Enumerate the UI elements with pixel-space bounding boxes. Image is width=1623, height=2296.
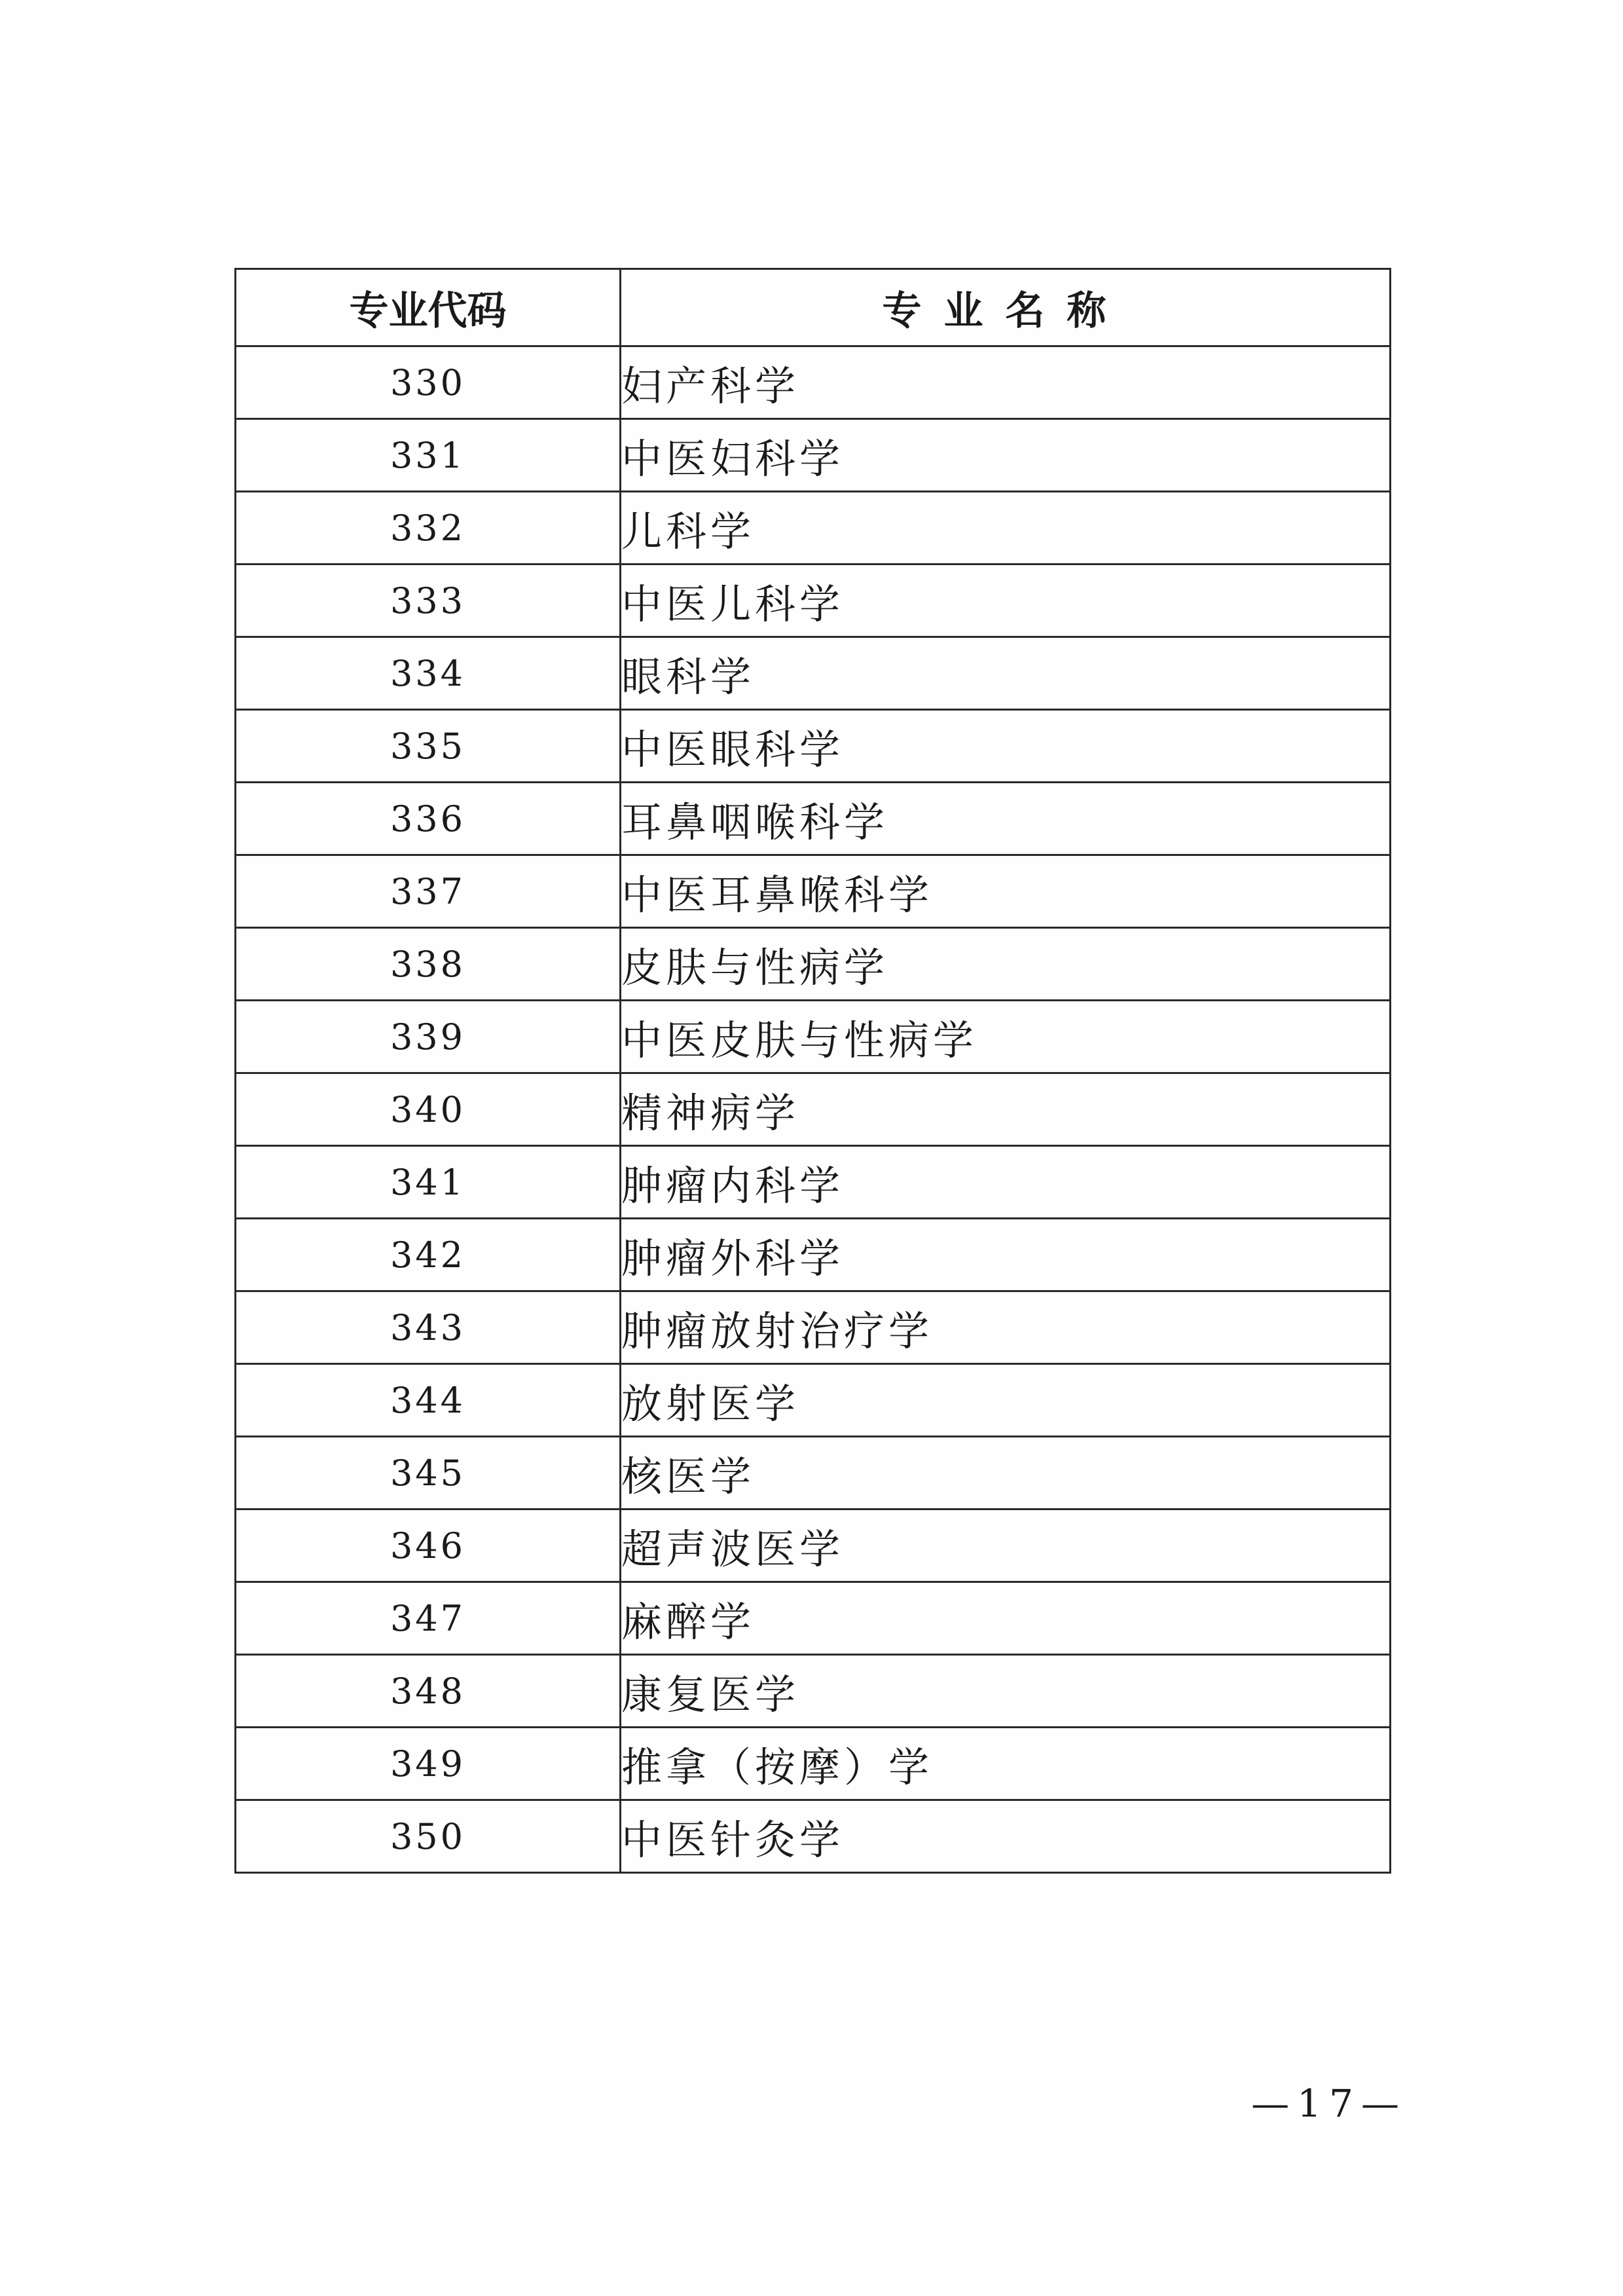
table-row [236,1582,1391,1655]
table-row [236,1728,1391,1800]
major-name-cell: 麻醉学 [621,1582,1391,1655]
major-code-cell: 337 [236,855,621,928]
major-name-cell: 核医学 [621,1437,1391,1509]
major-name-cell: 中医儿科学 [621,565,1391,637]
major-name-cell: 精神病学 [621,1073,1391,1146]
major-name-cell: 中医耳鼻喉科学 [621,855,1391,928]
table-row [236,419,1391,492]
major-name-cell: 儿科学 [621,492,1391,565]
table-row [236,710,1391,783]
table-row [236,1364,1391,1437]
major-code-cell: 331 [236,419,621,492]
name-column-header: 专业名称 [621,269,1391,346]
major-code-cell: 330 [236,346,621,419]
major-code-cell: 345 [236,1437,621,1509]
major-code-cell: 334 [236,637,621,710]
table-row [236,492,1391,565]
major-name-cell: 中医针灸学 [621,1800,1391,1873]
table-row [236,637,1391,710]
major-code-cell: 344 [236,1364,621,1437]
table-header-row [236,269,1391,346]
table-row [236,1001,1391,1073]
major-code-cell: 339 [236,1001,621,1073]
table-row [236,928,1391,1001]
major-name-cell: 康复医学 [621,1655,1391,1728]
major-code-table [234,268,1391,1874]
major-code-cell: 348 [236,1655,621,1728]
major-name-cell: 中医妇科学 [621,419,1391,492]
major-code-cell: 335 [236,710,621,783]
table-row [236,1655,1391,1728]
major-code-cell: 347 [236,1582,621,1655]
table-row [236,346,1391,419]
code-column-header: 专业代码 [236,269,621,346]
major-code-cell: 350 [236,1800,621,1873]
major-name-cell: 耳鼻咽喉科学 [621,783,1391,855]
table-row [236,1291,1391,1364]
table-row [236,565,1391,637]
table-row [236,1509,1391,1582]
major-name-cell: 眼科学 [621,637,1391,710]
major-code-cell: 343 [236,1291,621,1364]
major-code-cell: 333 [236,565,621,637]
major-name-cell: 肿瘤外科学 [621,1219,1391,1291]
table-row [236,1073,1391,1146]
table-row [236,1219,1391,1291]
major-name-cell: 中医眼科学 [621,710,1391,783]
major-code-cell: 332 [236,492,621,565]
major-code-cell: 349 [236,1728,621,1800]
major-code-cell: 338 [236,928,621,1001]
major-name-cell: 肿瘤内科学 [621,1146,1391,1219]
major-name-cell: 超声波医学 [621,1509,1391,1582]
table-row [236,1437,1391,1509]
major-code-cell: 340 [236,1073,621,1146]
table-row [236,783,1391,855]
major-name-cell: 皮肤与性病学 [621,928,1391,1001]
major-code-cell: 341 [236,1146,621,1219]
major-name-cell: 推拿（按摩）学 [621,1728,1391,1800]
table-body [236,346,1391,1873]
table-row [236,1800,1391,1873]
major-name-cell: 肿瘤放射治疗学 [621,1291,1391,1364]
major-code-cell: 346 [236,1509,621,1582]
major-name-cell: 妇产科学 [621,346,1391,419]
major-code-cell: 342 [236,1219,621,1291]
page-number: —17— [1251,2081,1407,2126]
table-row [236,1146,1391,1219]
table-row [236,855,1391,928]
major-name-cell: 中医皮肤与性病学 [621,1001,1391,1073]
major-code-cell: 336 [236,783,621,855]
major-name-cell: 放射医学 [621,1364,1391,1437]
